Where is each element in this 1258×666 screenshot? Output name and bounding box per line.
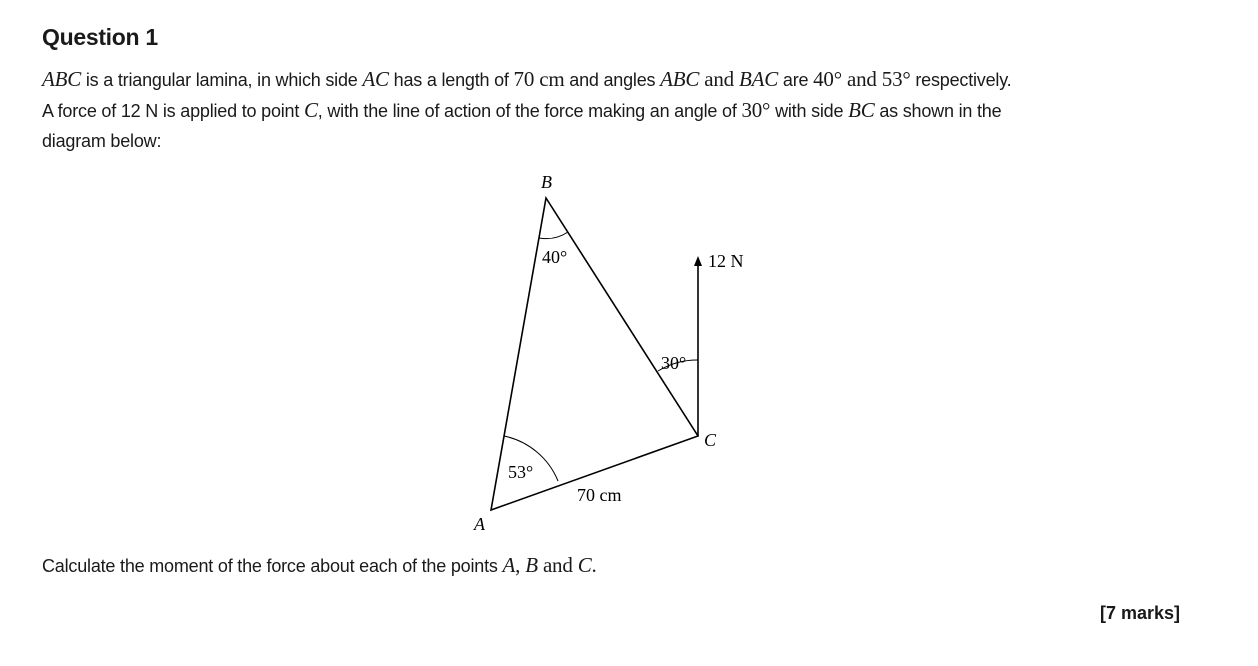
question-text	[42, 64, 1222, 156]
math-c: C	[303, 98, 318, 122]
angle-label-b: 40°	[542, 247, 568, 267]
vertex-label-a: A	[474, 514, 485, 534]
vertex-label-c: C	[704, 430, 717, 450]
force-label: 12 N	[708, 251, 744, 271]
math-30deg: 30°	[741, 98, 771, 122]
text-segment: has a length of	[388, 70, 514, 90]
math-ac: AC	[362, 67, 389, 91]
math-period: .	[591, 553, 597, 577]
math-length: 70 cm	[513, 67, 565, 91]
math-and: and	[841, 67, 882, 91]
question-line-2	[42, 95, 1222, 126]
math-bc: BC	[848, 98, 875, 122]
question-title: Question 1	[42, 24, 158, 50]
math-angle-bac: BAC	[739, 67, 779, 91]
text-segment: as shown in the	[874, 101, 1002, 121]
math-and: and	[537, 553, 578, 577]
text-segment: respectively.	[910, 70, 1012, 90]
math-53deg: 53°	[881, 67, 911, 91]
math-and: and	[699, 67, 740, 91]
angle-arc-b	[539, 232, 568, 239]
angle-label-a: 53°	[508, 462, 534, 482]
math-b: B	[525, 553, 538, 577]
text-segment: , with the line of action of the force making an angle of	[317, 101, 742, 121]
marks-label: [7 marks]	[1099, 603, 1180, 623]
text-segment: is a triangular lamina, in which side	[81, 70, 363, 90]
math-angle-abc: ABC	[660, 67, 700, 91]
math-c: C	[577, 553, 592, 577]
math-40deg: 40°	[813, 67, 842, 91]
angle-label-c: 30°	[661, 353, 687, 373]
text-segment: Calculate the moment of the force about each of the points	[42, 556, 503, 576]
force-arrowhead	[694, 256, 702, 266]
vertex-label-b: B	[541, 172, 552, 192]
triangle-diagram	[460, 168, 780, 548]
task-instruction	[42, 553, 597, 578]
side-label-ac: 70 cm	[577, 485, 622, 505]
math-abc: ABC	[42, 67, 82, 91]
math-a: A	[502, 553, 516, 577]
text-segment: A force of 12 N is applied to point	[42, 101, 304, 121]
question-line-3: diagram below:	[42, 131, 162, 151]
question-line-1	[42, 64, 1222, 95]
text-segment: and angles	[564, 70, 661, 90]
math-comma: ,	[515, 553, 526, 577]
text-segment: with side	[770, 101, 849, 121]
text-segment: are	[778, 70, 814, 90]
